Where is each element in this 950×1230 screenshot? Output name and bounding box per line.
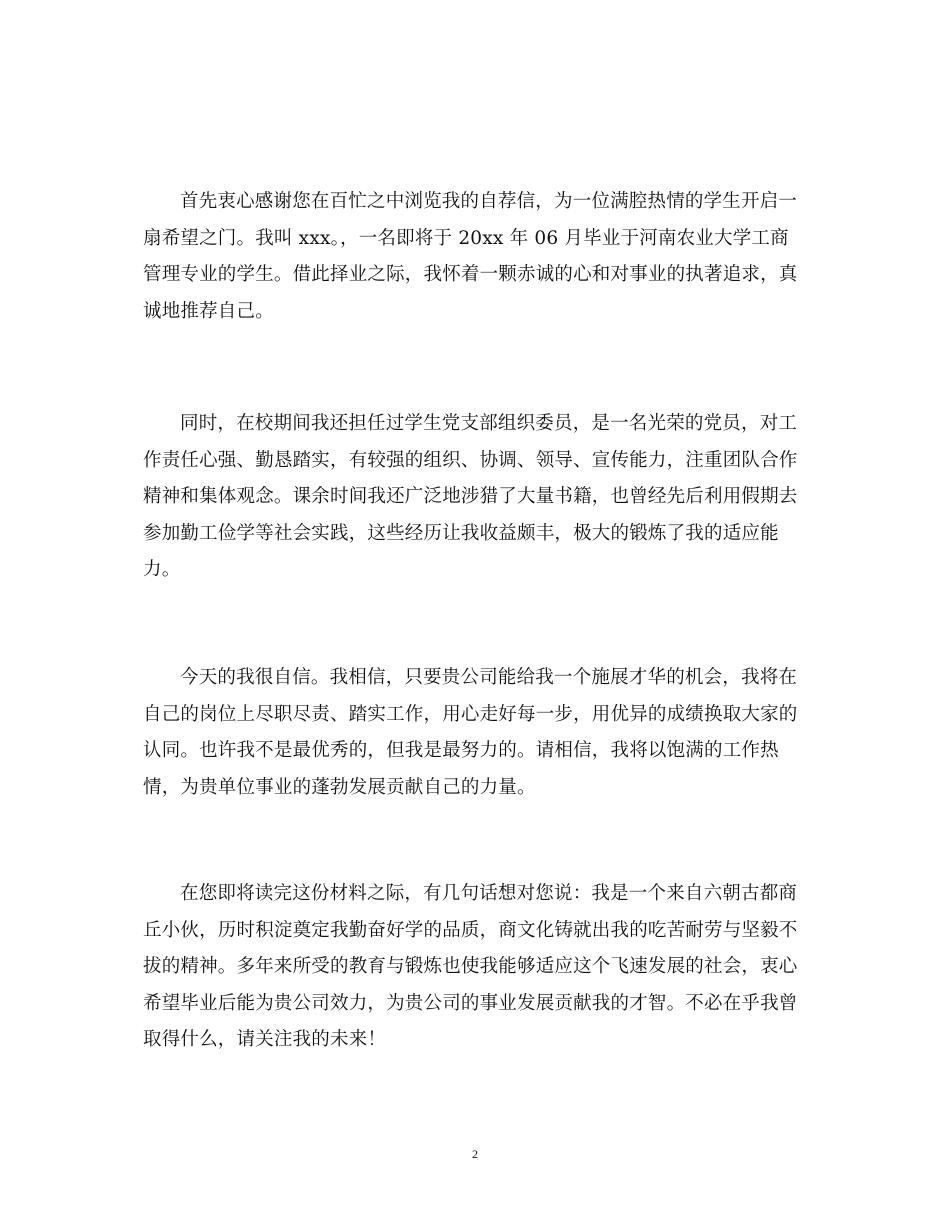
paragraph-closing: [143, 876, 807, 1059]
paragraph-text: 同时，在校期间我还担任过学生党支部组织委员，是一名光荣的党员，对工作责任心强、勤恳踏实，有较强的组织、协调、领导、宣传能力，注重团队合作精神和集体观念。课余时间我还广泛地涉猎了大量书籍，也曾经先后利用假期去参加勤工俭学等社会实践，这些经历让我收益颇丰，极大的锻炼了我的适应能力。: [143, 413, 798, 580]
paragraph-text: 首先衷心感谢您在百忙之中浏览我的自荐信，为一位满腔热情的学生开启一扇希望之门。我叫 xxx。，一名即将于 20xx 年 06 月毕业于河南农业大学工商管理专业的学生。借此择业之际，我怀着一颗赤诚的心和对事业的执著追求，真诚地推荐自己。: [143, 191, 798, 322]
paragraph-text: 在您即将读完这份材料之际，有几句话想对您说：我是一个来自六朝古都商丘小伙，历时积淀奠定我勤奋好学的品质，商文化铸就出我的吃苦耐劳与坚毅不拔的精神。多年来所受的教育与锻炼也使我能够适应这个飞速发展的社会，衷心希望毕业后能为贵公司效力，为贵公司的事业发展贡献我的才智。不必在乎我曾取得什么，请关注我的未来！: [143, 883, 798, 1050]
paragraph-confidence: [143, 660, 807, 806]
page-number: 2: [472, 1147, 478, 1161]
paragraph-introduction: [143, 184, 807, 330]
paragraph-text: 今天的我很自信。我相信，只要贵公司能给我一个施展才华的机会，我将在自己的岗位上尽职尽责、踏实工作，用心走好每一步，用优异的成绩换取大家的认同。也许我不是最优秀的，但我是最努力的。请相信，我将以饱满的工作热情，为贵单位事业的蓬勃发展贡献自己的力量。: [143, 667, 798, 798]
paragraph-campus-experience: [143, 406, 807, 589]
